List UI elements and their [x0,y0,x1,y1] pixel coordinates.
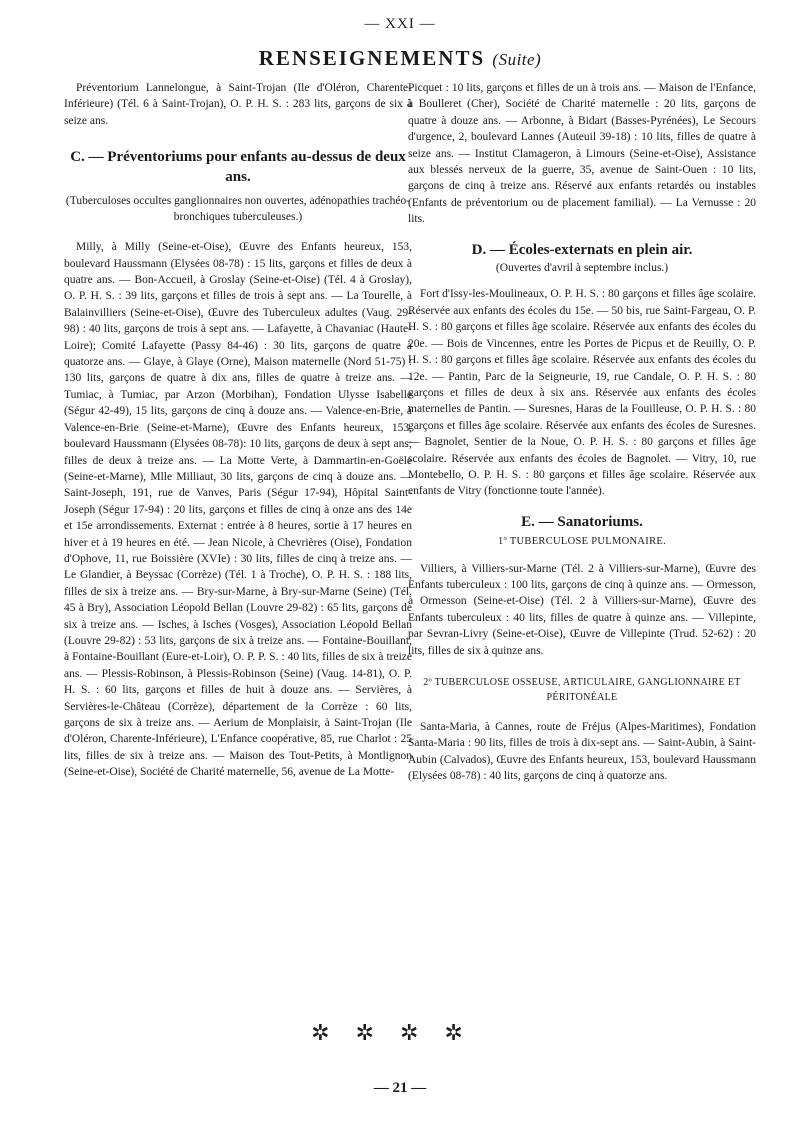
right-column [408,80,756,785]
section-e-subheading-1: 1º TUBERCULOSE PULMONAIRE. [497,536,667,548]
left-column [64,80,412,781]
page-title [0,46,800,71]
page-number: — 21 — [373,1080,427,1096]
section-c-heading: C. — Préventoriums pour enfants au-dessus de deux ans. [70,149,406,186]
section-e-body-1: Villiers, à Villiers-sur-Marne (Tél. 2 à Villiers-sur-Marne), Œuvre des Enfants tuberculeux : 100 lits, garçons de cinq à quinze ans. — Ormesson, à Ormesson (Seine-et-Oise) (Tél. 2 à Villiers-sur-Marne), Œuvre des Enfants tuberculeux : 40 lits, filles de quatre à quinze ans. — Villepinte, par Sevran-Livry (Seine-et-Oise), Œuvre de Villepinte (Trud. 52-62) : 20 lits, filles de six à quinze ans. [408,562,756,657]
section-d-body: Fort d'Issy-les-Moulineaux, O. P. H. S. : 80 garçons et filles âge scolaire. Réservée aux enfants des écoles du 15e. — 50 bis, rue Saint-Fargeau, O. P. H. S. : 80 garçons et filles âge scolaire. Réservée aux enfants des écoles du 20e. — Bois de Vincennes, entre les Portes de Picpus et de Reuilly, O. P. H. S. : 80 garçons et filles âge scolaire. Réservée aux enfants des écoles du 12e. — Pantin, Parc de la Seigneurie, 19, rue Candale, O. P. H. S. : 80 garçons et filles de deux à six ans. Réservée aux enfants des écoles maternelles de Pantin. — Suresnes, Haras de la Fouilleuse, O. P. H. S. : 80 garçons et filles âge scolaire. Réservée aux enfants des écoles de Suresnes. — Bagnolet, Sentier de la Noue, O. P. H. S. : 80 garçons et filles âge scolaire. Réservée aux enfants des écoles de Bagnolet. — Vitry, 10, rue Montebello, O. P. H. S. : 80 garçons et filles âge scolaire. Réservée aux enfants de Vitry (fonctionne toute l'année). [408,288,756,498]
section-e-body-2: Santa-Maria, à Cannes, route de Fréjus (Alpes-Maritimes), Fondation Santa-Maria : 90 lits, filles de trois à dix-sept ans. — Saint-Aubin, à Saint-Aubin (Calvados), Œuvre des Enfants heureux, 153, boulevard Haussmann (Elysées 08-78) : 40 lits, garçons de cinq à quatorze ans. [408,721,756,783]
section-d-subheading: (Ouvertes d'avril à septembre inclus.) [495,262,669,275]
roman-page-number: — XXI — [364,16,436,32]
title-suffix: (Suite) [492,50,542,69]
section-d-heading: D. — Écoles-externats en plein air. [471,241,693,258]
intro-paragraph: Préventorium Lannelongue, à Saint-Trojan (Ile d'Oléron, Charente-Inférieure) (Tél. 6 à Saint-Trojan), O. P. H. S. : 283 lits, garçons de six à seize ans. [64,82,412,127]
section-e-subheading-2: 2º TUBERCULOSE OSSEUSE, ARTICULAIRE, GANGLIONNAIRE ET PÉRITONÉALE [423,677,741,703]
section-e-heading: E. — Sanatoriums. [521,513,643,530]
continued-paragraph: Picquet : 10 lits, garçons et filles de un à trois ans. — Maison de l'Enfance, à Boulleret (Cher), Société de Charité maternelle : 20 lits, garçons de quatre à douze ans. — Arbonne, à Bidart (Basses-Pyrénées), Le Secours d'urgence, 2, boulevard Lannes (Auteuil 39-18) : 10 lits, filles de quatre à seize ans. — Institut Clamageron, à Limours (Seine-et-Oise), Assistance aux blessés nerveux de la guerre, 35, avenue de Saint-Ouen : 10 lits, garçons de cinq à treize ans. Réservé aux enfants retardés ou instables (Enfants de préventorium ou de placement familial). — La Vernusse : 20 lits. [408,82,756,226]
section-c-note: (Tuberculoses occultes ganglionnaires non ouvertes, adénopathies trachéo-bronchiques tuberculeuses.) [65,195,411,224]
title-main: RENSEIGNEMENTS [258,46,486,70]
section-c-body: Milly, à Milly (Seine-et-Oise), Œuvre des Enfants heureux, 153, boulevard Haussmann (Elysées 08-78) : 15 lits, garçons et filles de deux à quatre ans. — Bon-Accueil, à Groslay (Seine-et-Oise) (Tél. 4 à Groslay), O. P. H. S. : 39 lits, garçons et filles de trois à sept ans. — La Tourelle, à Balainvilliers (Seine-et-Oise), Œuvre des Tuberculeux adultes (Vaug. 29-98) : 40 lits, garçons de trois à sept ans. — Lafayette, à Chavaniac (Haute-Loire); Comité Lafayette (Passy 84-46) : 30 lits, garçons de quatre à quatorze ans. — Glaye, à Glaye (Orne), Maison maternelle (Nord 51-75) : 130 lits, garçons de quatre à dix ans, filles de quatre à treize ans. — Tumiac, à Tumiac, par Arzon (Morbihan), Fondation Ulysse Isabelle (Ségur 42-49), 15 lits, garçons de cinq à douze ans. — Valence-en-Brie, à Valence-en-Brie (Seine-et-Marne), Œuvre des Enfants heureux, 153, boulevard Haussmann (Elysées 08-78): 10 lits, garçons de deux à sept ans; filles de deux à treize ans. — La Motte Verte, à Dammartin-en-Goële (Seine-et-Marne), Mlle Milliaut, 30 lits, garçons de cinq à douze ans. — Saint-Joseph, 191, rue de Vanves, Paris (Ségur 17-94), Hôpital Saint-Joseph (Ségur 17-94) : 20 lits, garçons et filles de cinq à onze ans des 14e et 15e arrondissements. Externat : entrée à 8 heures, sortie à 17 heures en hiver et à 19 heures en été. — Jean Nicole, à Chevrières (Oise), Fondation d'Ophove, 11, rue Boissière (XVIe) : 30 lits, filles de cinq à treize ans. — Le Glandier, à Beyssac (Corrèze) (Tél. 1 à Troche), O. P. H. S. : 188 lits, filles de six à treize ans. — Bry-sur-Marne, à Bry-sur-Marne (Seine) (Tél. 45 à Bry), Association Léopold Bellan (Louvre 29-82) : 65 lits, garçons de six à treize ans. — Isches, à Isches (Vosges), Association Léopold Bellan (Louvre 29-82) : 53 lits, garçons de six à treize ans. — Fontaine-Bouillant, à Fontaine-Bouillant (Eure-et-Loir), O. P. P. S. : 40 lits, filles de six à treize ans. — Plessis-Robinson, à Plessis-Robinson (Seine) (Vaug. 14-81), O. P. H. S. : 60 lits, garçons et filles de huit à douze ans. — Servières, à Servières-le-Château (Corrèze), département de la Corrèze : 60 lits, garçons de six à treize ans. — Aerium de Monplaisir, à Saint-Trojan (Ile d'Oléron, Charente-Inférieure), L'Enfance coopérative, 85, rue Charlot : 25 lits, filles de six à treize ans. — Maison des Tout-Petits, à Montlignon (Seine-et-Oise), Société de Charité maternelle, 56, avenue de La Motte- [64,241,412,779]
decorative-stars: ✲✲✲✲ [311,1020,489,1045]
